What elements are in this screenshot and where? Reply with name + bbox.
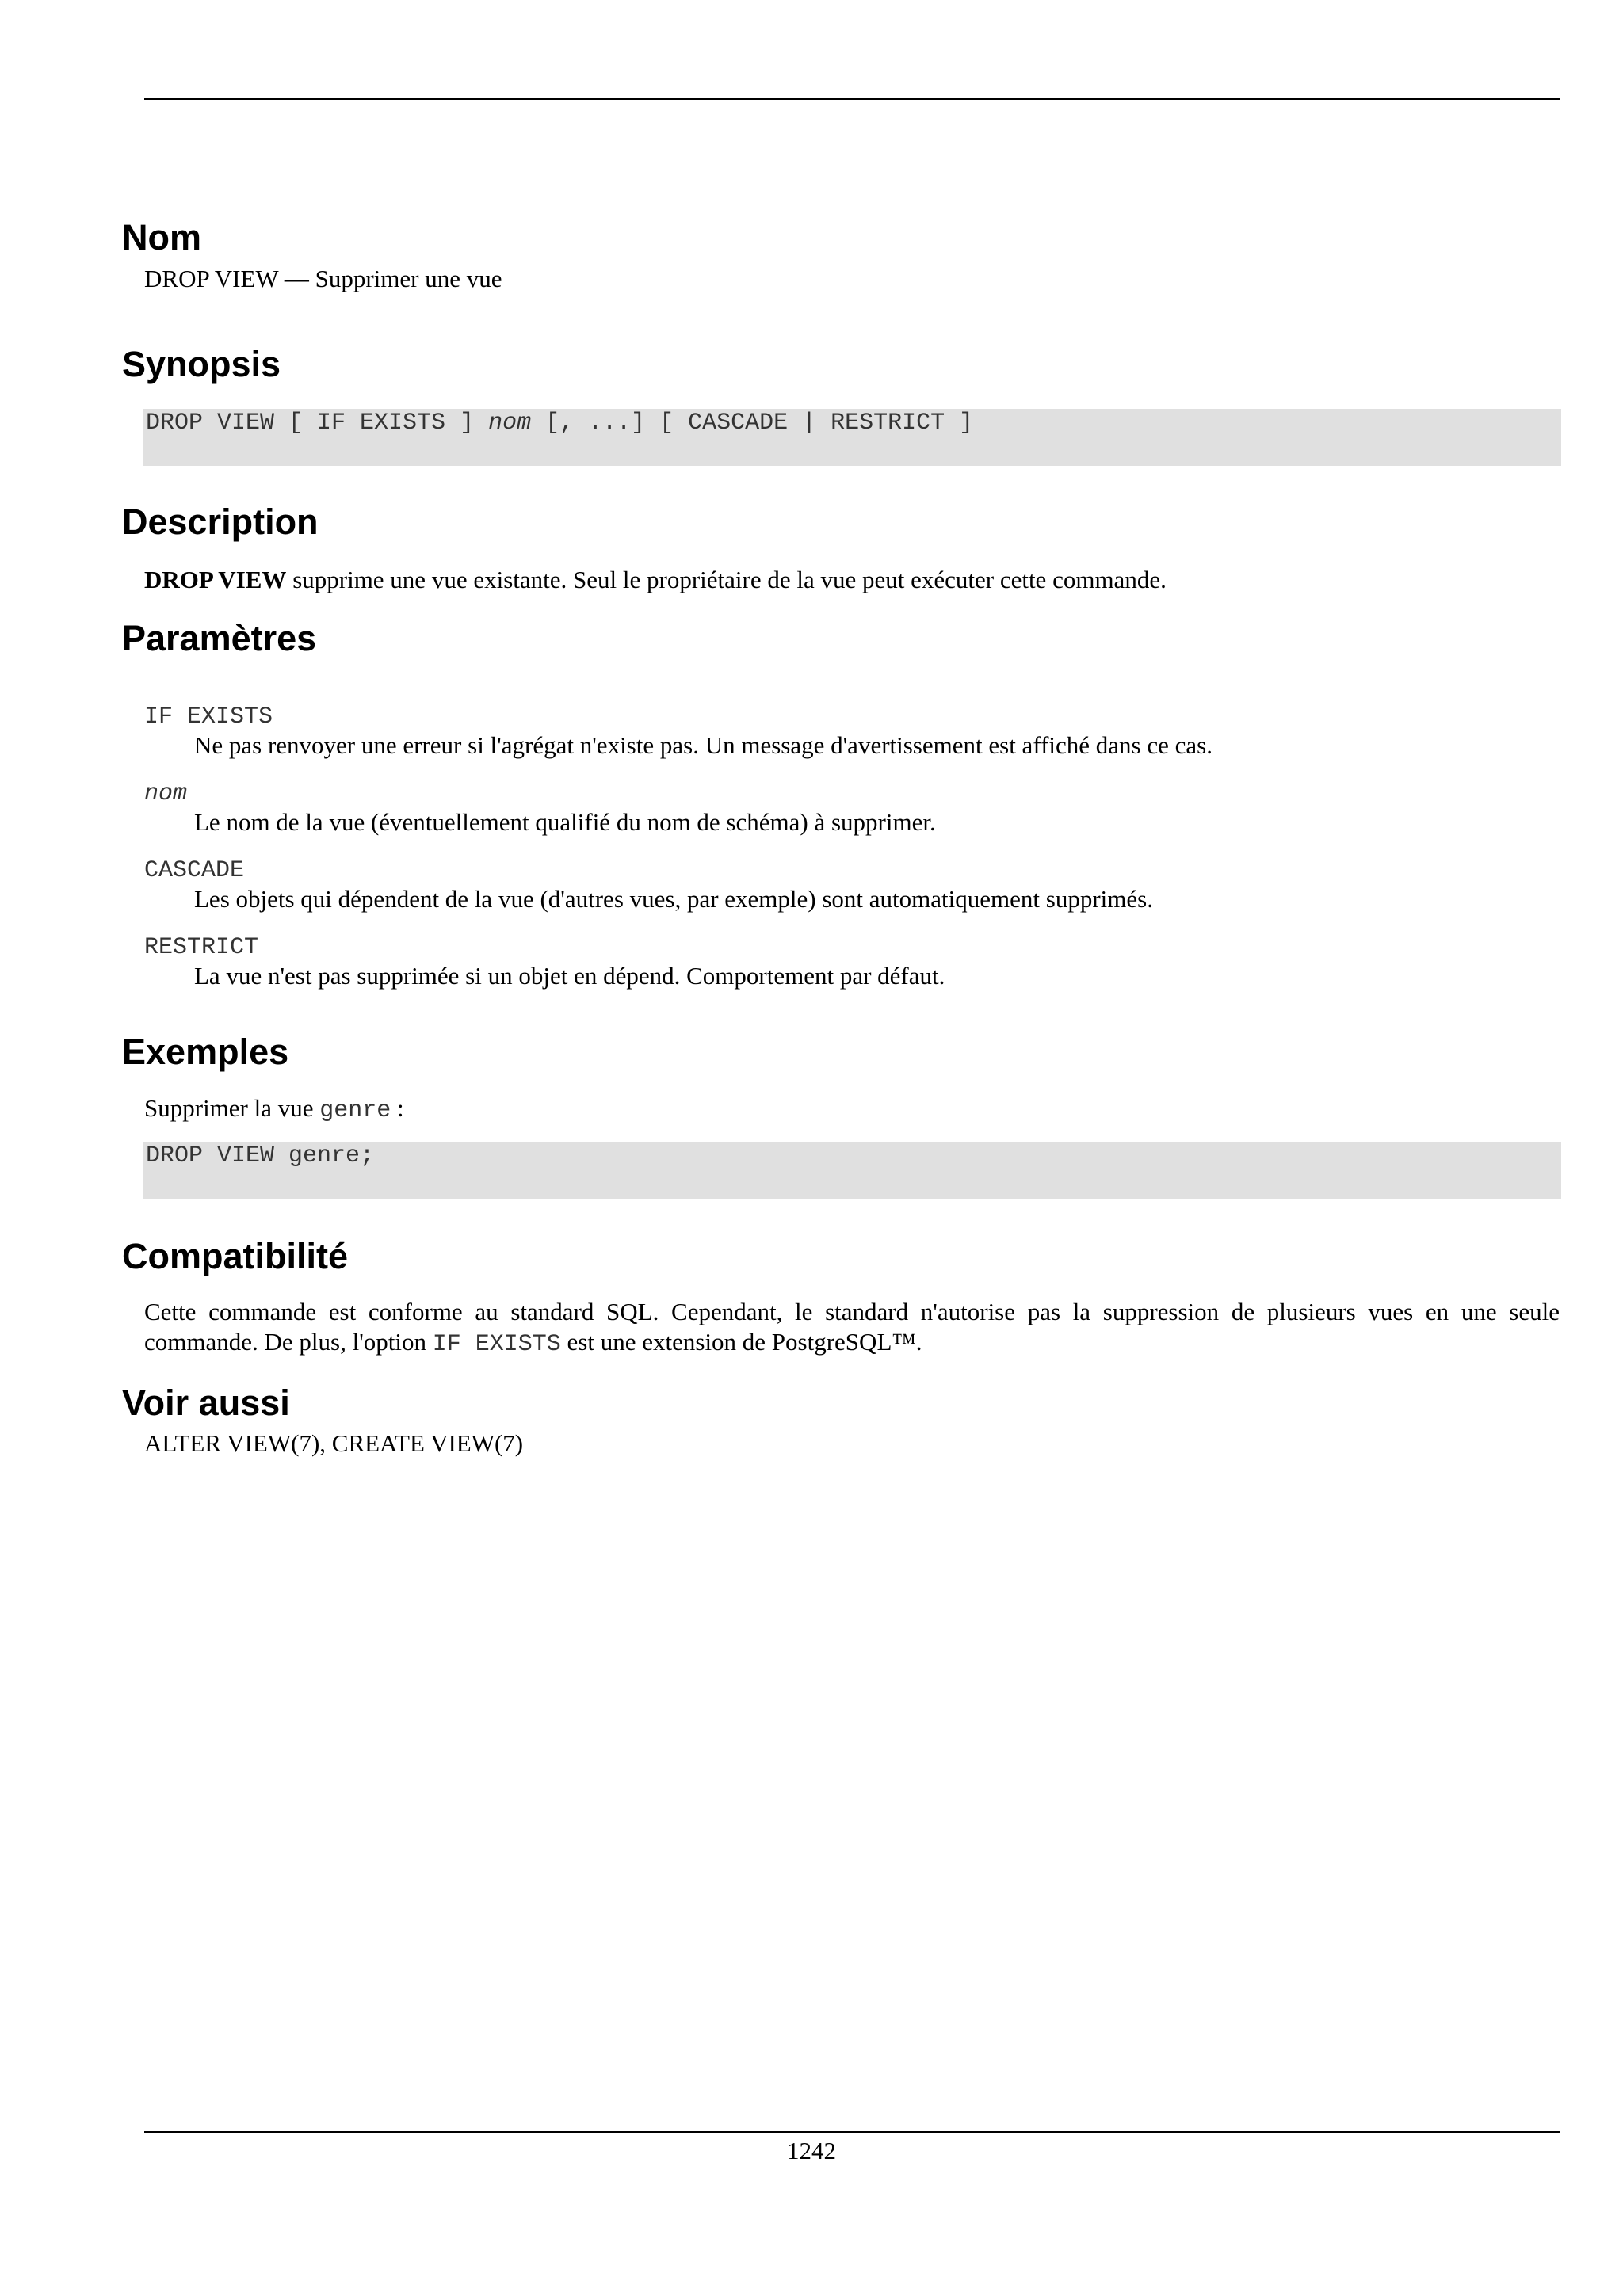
- exemples-intro-pre: Supprimer la vue: [144, 1094, 320, 1122]
- section-heading-parametres: Paramètres: [122, 618, 317, 658]
- param-definition-cascade: Les objets qui dépendent de la vue (d'autres vues, par exemple) sont automatiquement supprimés.: [194, 885, 1153, 913]
- param-definition-if-exists: Ne pas renvoyer une erreur si l'agrégat n'existe pas. Un message d'avertissement est affiché dans ce cas.: [194, 731, 1212, 759]
- synopsis-code-pre: DROP VIEW [ IF EXISTS ]: [146, 410, 489, 437]
- synopsis-code: [146, 408, 973, 438]
- param-term-nom-text: nom: [144, 780, 188, 807]
- compatibilite-text-pre: Cette commande est conforme au standard SQL. Cependant, le standard n'autorise pas la suppression de plusieurs vues en une seule commande. De plus, l'option: [144, 1298, 1560, 1356]
- exemples-intro-post: :: [391, 1094, 404, 1122]
- param-definition-restrict: La vue n'est pas supprimée si un objet en dépend. Comportement par défaut.: [194, 962, 945, 990]
- param-term-nom: [144, 779, 187, 809]
- section-heading-exemples: Exemples: [122, 1032, 289, 1072]
- compatibilite-text: [144, 1297, 1560, 1360]
- voir-aussi-text: ALTER VIEW(7), CREATE VIEW(7): [144, 1429, 524, 1457]
- param-definition-nom: Le nom de la vue (éventuellement qualifié du nom de schéma) à supprimer.: [194, 808, 936, 836]
- exemples-code: DROP VIEW genre;: [146, 1142, 375, 1169]
- section-heading-compatibilite: Compatibilité: [122, 1236, 349, 1276]
- compatibilite-text-post: est une extension de PostgreSQL™.: [560, 1328, 922, 1356]
- page-number: 1242: [787, 2137, 836, 2164]
- section-heading-nom: Nom: [122, 217, 201, 257]
- param-term-restrict: RESTRICT: [144, 934, 259, 961]
- header-rule: [144, 98, 1560, 100]
- description-text: [144, 565, 1167, 595]
- section-heading-synopsis: Synopsis: [122, 344, 281, 384]
- compatibilite-text-code: IF EXISTS: [432, 1331, 561, 1358]
- nom-text: DROP VIEW — Supprimer une vue: [144, 265, 502, 292]
- description-body: supprime une vue existante. Seul le propriétaire de la vue peut exécuter cette commande.: [286, 566, 1167, 593]
- param-term-cascade: CASCADE: [144, 857, 245, 884]
- exemples-intro: [144, 1093, 404, 1126]
- exemples-intro-code: genre: [319, 1097, 391, 1124]
- synopsis-code-post: [, ...] [ CASCADE | RESTRICT ]: [531, 410, 974, 437]
- description-command: DROP VIEW: [144, 566, 287, 593]
- section-heading-description: Description: [122, 502, 319, 542]
- param-term-if-exists: IF EXISTS: [144, 704, 273, 730]
- synopsis-code-param: nom: [488, 410, 532, 437]
- section-heading-voir-aussi: Voir aussi: [122, 1383, 290, 1423]
